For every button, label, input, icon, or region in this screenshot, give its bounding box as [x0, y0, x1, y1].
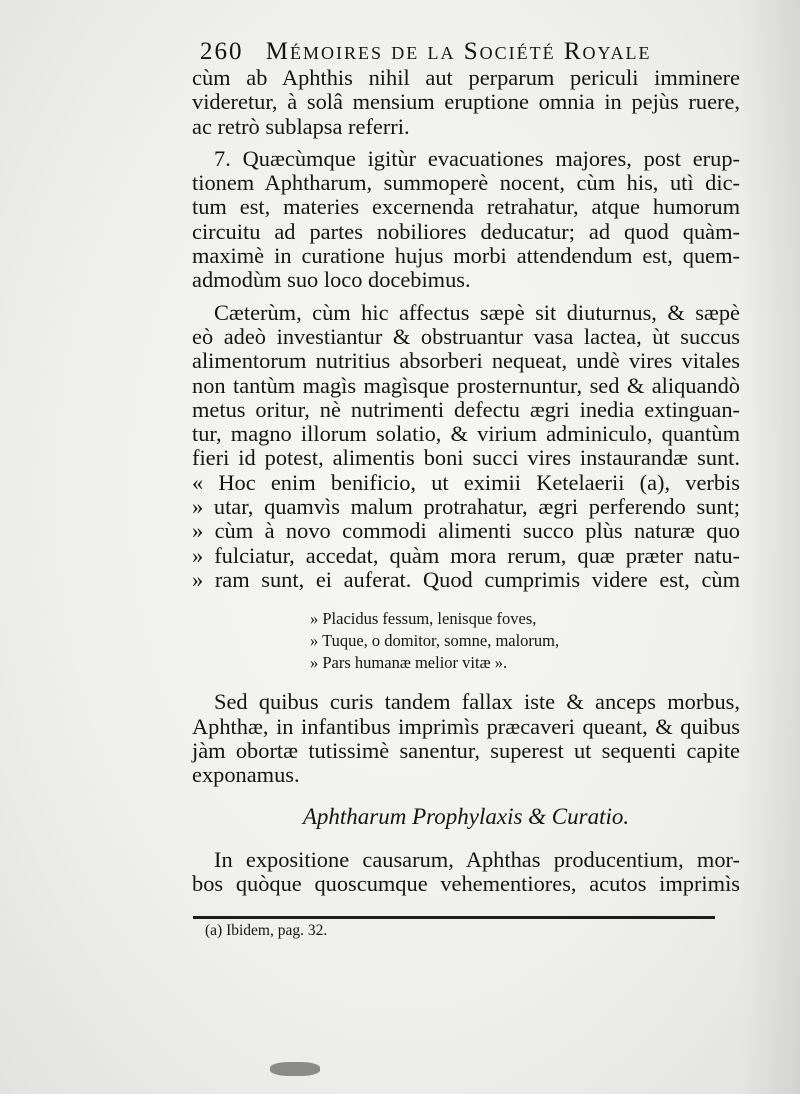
- text-line: exponamus.: [192, 762, 300, 788]
- text-line: tur, magno illorum solatio, & virium adminiculo, quantùm: [192, 421, 740, 447]
- text-line: eò adeò investiantur & obstruantur vasa lactea, ùt succus: [192, 323, 740, 349]
- text-line: » utar, quamvìs malum protrahatur, ægri perferendo sunt;: [192, 494, 740, 520]
- text-line: » ram sunt, ei auferat. Quod cumprimis videre est, cùm: [192, 566, 740, 592]
- paragraph-1: [192, 66, 740, 139]
- text-line: In expositione causarum, Aphthas producentium, mor-: [214, 846, 740, 872]
- text-line: Cæterùm, cùm hic affectus sæpè sit diuturnus, & sæpè: [214, 299, 740, 325]
- paragraph-2-cont: [192, 171, 740, 292]
- paragraph-4: [192, 690, 740, 787]
- text-line: Sed quibus curis tandem fallax iste & anceps morbus,: [214, 689, 740, 715]
- paragraph-5: [192, 848, 740, 897]
- ink-blot: [270, 1062, 320, 1076]
- facing-page-shadow: [740, 0, 800, 1094]
- text-line: tionem Aphtharum, summoperè nocent, cùm his, utì dic-: [192, 170, 740, 196]
- text-line: alimentorum nutritius absorberi nequeat, undè vires vitales: [192, 348, 740, 374]
- footnote: (a) Ibidem, pag. 32.: [205, 922, 328, 939]
- page-number: 260: [200, 38, 244, 65]
- text-line: tum est, materies excernenda retrahatur, atque humorum: [192, 194, 740, 220]
- paragraph-2: [192, 147, 740, 171]
- text-line: bos quòque quoscumque vehementiores, acutos imprimìs: [192, 871, 740, 897]
- text-line: cùm ab Aphthis nihil aut perparum periculi imminere: [192, 65, 740, 90]
- text-line: jàm obortæ tutissimè sanentur, superest ut sequenti capite: [192, 737, 740, 763]
- text-line: admodùm suo loco docebimus.: [192, 267, 471, 293]
- text-line: non tantùm magìs magìsque prosternuntur, sed & aliquandò: [192, 372, 740, 398]
- running-header: [200, 38, 760, 66]
- text-line: circuitu ad partes nobiliores deducatur; ad quod quàm-: [192, 218, 740, 244]
- verse-line: » Pars humanæ melior vitæ ».: [310, 653, 508, 673]
- verse-quotation: [310, 608, 740, 674]
- verse-line: » Tuque, o domitor, somne, malorum,: [310, 631, 560, 651]
- text-line: » cùm à novo commodi alimenti succo plùs naturæ quo: [192, 518, 740, 544]
- paragraph-3: [192, 301, 740, 593]
- text-line: metus oritur, nè nutrimenti defectu ægri inedia extinguan-: [192, 396, 740, 422]
- text-line: videretur, à solâ mensium eruptione omnia in pejùs ruere,: [192, 89, 740, 115]
- footnote-rule: [193, 916, 715, 919]
- text-line: » fulciatur, accedat, quàm mora rerum, quæ præter natu-: [192, 542, 740, 568]
- verse-line: » Placidus fessum, lenisque foves,: [310, 609, 537, 629]
- text-line: Aphthæ, in infantibus imprimìs præcaveri queant, & quibus: [192, 713, 740, 739]
- running-title: Mémoires de la Société Royale: [265, 38, 652, 65]
- text-line: maximè in curatione hujus morbi attendendum est, quem-: [192, 243, 740, 269]
- page-body: [192, 66, 740, 896]
- text-line: 7. Quæcùmque igitùr evacuationes majores, post erup-: [214, 145, 740, 171]
- text-line: « Hoc enim benificio, ut eximii Ketelaerii (a), verbis: [192, 469, 740, 495]
- text-line: fieri id potest, alimentis boni succi vires instaurandæ sunt.: [192, 445, 740, 471]
- text-line: ac retrò sublapsa referri.: [192, 113, 410, 139]
- section-heading: Aphtharum Prophylaxis & Curatio.: [302, 804, 630, 830]
